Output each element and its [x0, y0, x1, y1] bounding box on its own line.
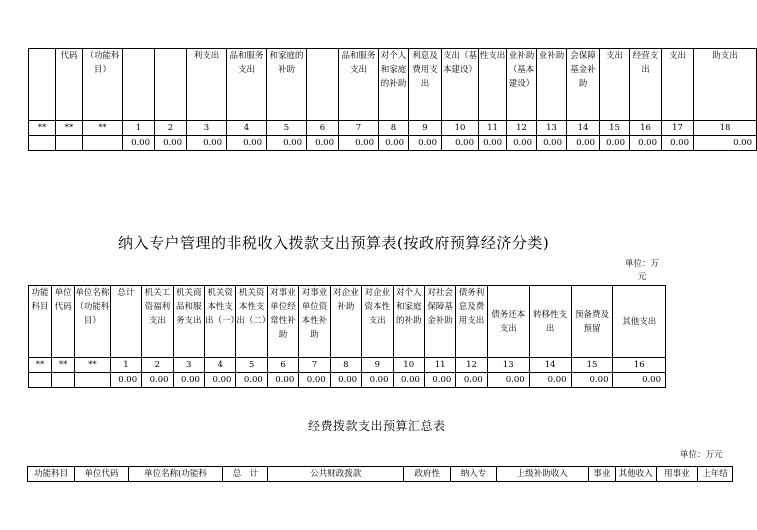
t1-header-2: （功能科目）	[83, 49, 123, 121]
t2-value-5: 0.00	[173, 373, 204, 388]
t2-header-13: 对社会保障基金补助	[424, 286, 455, 358]
t2-index-10: 8	[330, 358, 361, 373]
t2-header-11: 对企业资本性支出	[362, 286, 393, 358]
t2-index-17: 15	[571, 358, 613, 373]
t2-value-13: 0.00	[424, 373, 455, 388]
t2-value-2	[75, 373, 111, 388]
t1-header-7: 和家庭的补助	[267, 49, 307, 121]
t1-header-11: 利息及费用支出	[409, 49, 442, 121]
t1-value-18: 0.00	[630, 136, 662, 151]
t2-index-4: 2	[142, 358, 173, 373]
t1-index-17: 15	[600, 121, 630, 136]
t2-value-8: 0.00	[267, 373, 298, 388]
t2-header-12: 对个人和家庭的补助	[393, 286, 424, 358]
t1-index-7: 5	[267, 121, 307, 136]
t1-index-15: 13	[537, 121, 567, 136]
t1-index-20: 18	[694, 121, 757, 136]
t2-value-16: 0.00	[529, 373, 571, 388]
t2-value-10: 0.00	[330, 373, 361, 388]
t2-index-5: 3	[173, 358, 204, 373]
t1-index-8: 6	[307, 121, 339, 136]
t2-index-11: 9	[362, 358, 393, 373]
t3-header-11: 上年结	[697, 467, 732, 482]
t2-index-3: 1	[110, 358, 141, 373]
t1-value-13: 0.00	[479, 136, 507, 151]
t2-index-0: **	[29, 358, 52, 373]
t2-value-17: 0.00	[571, 373, 613, 388]
t1-value-20: 0.00	[694, 136, 757, 151]
t1-header-12: 支出（基本建设）	[442, 49, 479, 121]
t1-header-18: 经营支出	[630, 49, 662, 121]
t1-index-14: 12	[507, 121, 537, 136]
t2-header-2: 单位名称（功能科目）	[75, 286, 111, 358]
t1-value-16: 0.00	[567, 136, 600, 151]
t2-header-7: 机关资本性支出（二）	[236, 286, 267, 358]
t2-header-6: 机关资本性支出（一）	[204, 286, 235, 358]
t1-index-0: **	[29, 121, 56, 136]
t2-index-12: 10	[393, 358, 424, 373]
t3-header-9: 其他收入	[615, 467, 656, 482]
t2-index-14: 12	[456, 358, 487, 373]
t3-header-2: 单位名称(功能科	[128, 467, 223, 482]
t1-value-12: 0.00	[442, 136, 479, 151]
t2-header-14: 债务利息及费用支出	[456, 286, 487, 358]
t1-index-13: 11	[479, 121, 507, 136]
t2-header-5: 机关商品和服务支出	[173, 286, 204, 358]
t2-value-18: 0.00	[613, 373, 666, 388]
t2-value-4: 0.00	[142, 373, 173, 388]
t2-index-2: **	[75, 358, 111, 373]
t1-header-19: 支出	[662, 49, 694, 121]
t1-header-10: 对个人和家庭的补助	[379, 49, 409, 121]
t1-header-1: 代码	[56, 49, 83, 121]
t1-header-8	[307, 49, 339, 121]
t2-header-17: 预备费及预留	[571, 286, 613, 358]
t1-value-6: 0.00	[227, 136, 267, 151]
t1-header-6: 品和服务支出	[227, 49, 267, 121]
t1-index-10: 8	[379, 121, 409, 136]
t2-index-9: 7	[299, 358, 330, 373]
t1-header-5: 利支出	[187, 49, 227, 121]
t1-value-15: 0.00	[537, 136, 567, 151]
t1-header-9: 品和服务支出	[339, 49, 379, 121]
t1-header-17: 支出	[600, 49, 630, 121]
t2-index-6: 4	[204, 358, 235, 373]
t1-value-5: 0.00	[187, 136, 227, 151]
t2-header-3: 总计	[110, 286, 141, 358]
t2-value-7: 0.00	[236, 373, 267, 388]
t1-value-7: 0.00	[267, 136, 307, 151]
t2-header-9: 对事业单位资本性补助	[299, 286, 330, 358]
t2-value-6: 0.00	[204, 373, 235, 388]
t1-header-4	[155, 49, 187, 121]
t1-index-3: 1	[123, 121, 155, 136]
t1-index-1: **	[56, 121, 83, 136]
t2-index-18: 16	[613, 358, 666, 373]
t1-index-16: 14	[567, 121, 600, 136]
t2-header-10: 对企业补助	[330, 286, 361, 358]
t1-index-2: **	[83, 121, 123, 136]
t1-index-18: 16	[630, 121, 662, 136]
table-2	[28, 285, 666, 388]
t2-header-18: 其他支出	[613, 286, 666, 358]
table-3	[27, 466, 733, 482]
t1-value-14: 0.00	[507, 136, 537, 151]
t1-value-4: 0.00	[155, 136, 187, 151]
t2-index-16: 14	[529, 358, 571, 373]
t1-value-11: 0.00	[409, 136, 442, 151]
t2-index-13: 11	[424, 358, 455, 373]
table-1	[28, 48, 757, 151]
t2-value-14: 0.00	[456, 373, 487, 388]
t3-header-3: 总 计	[223, 467, 268, 482]
t1-index-4: 2	[155, 121, 187, 136]
t2-value-12: 0.00	[393, 373, 424, 388]
t1-value-9: 0.00	[339, 136, 379, 151]
t1-value-10: 0.00	[379, 136, 409, 151]
t1-header-16: 会保障基金补助	[567, 49, 600, 121]
t2-index-7: 5	[236, 358, 267, 373]
table-3-unit: 单位：万元	[680, 450, 723, 460]
t1-value-17: 0.00	[600, 136, 630, 151]
t2-index-8: 6	[267, 358, 298, 373]
t2-header-16: 转移性支出	[529, 286, 571, 358]
t2-header-1: 单位代码	[52, 286, 75, 358]
t2-value-11: 0.00	[362, 373, 393, 388]
t2-value-9: 0.00	[299, 373, 330, 388]
table-3-title: 经费拨款支出预算汇总表	[308, 419, 446, 433]
t3-header-8: 事业	[589, 467, 616, 482]
t1-header-20: 助支出	[694, 49, 757, 121]
t2-index-1: **	[52, 358, 75, 373]
t2-value-1	[52, 373, 75, 388]
t1-index-6: 4	[227, 121, 267, 136]
t3-header-1: 单位代码	[75, 467, 128, 482]
table-2-unit: 单位：万元	[624, 259, 659, 282]
t1-value-19: 0.00	[662, 136, 694, 151]
t3-header-0: 功能科目	[28, 467, 75, 482]
t1-value-2	[83, 136, 123, 151]
t1-header-15: 业补助	[537, 49, 567, 121]
t2-value-15: 0.00	[487, 373, 529, 388]
t2-header-4: 机关工资福利支出	[142, 286, 173, 358]
t2-header-15: 债务还本支出	[487, 286, 529, 358]
t2-header-8: 对事业单位经常性补助	[267, 286, 298, 358]
t1-index-12: 10	[442, 121, 479, 136]
t3-header-7: 上级补助收入	[496, 467, 588, 482]
t1-value-1	[56, 136, 83, 151]
t3-header-4: 公共财政拨款	[268, 467, 404, 482]
t2-header-0: 功能科目	[29, 286, 52, 358]
t1-value-3: 0.00	[123, 136, 155, 151]
t1-index-5: 3	[187, 121, 227, 136]
t1-header-0	[29, 49, 56, 121]
t2-value-0	[29, 373, 52, 388]
t2-value-3: 0.00	[110, 373, 141, 388]
t1-index-19: 17	[662, 121, 694, 136]
t1-index-11: 9	[409, 121, 442, 136]
table-2-title: 纳入专户管理的非税收入拨款支出预算表(按政府预算经济分类)	[118, 234, 550, 252]
t3-header-10: 用事业	[656, 467, 697, 482]
t1-index-9: 7	[339, 121, 379, 136]
t1-value-0	[29, 136, 56, 151]
t3-header-6: 纳入专	[451, 467, 496, 482]
t1-header-3	[123, 49, 155, 121]
t1-value-8: 0.00	[307, 136, 339, 151]
t2-index-15: 13	[487, 358, 529, 373]
t1-header-14: 业补助（基本建设）	[507, 49, 537, 121]
t1-header-13: 性支出	[479, 49, 507, 121]
t3-header-5: 政府性	[404, 467, 451, 482]
